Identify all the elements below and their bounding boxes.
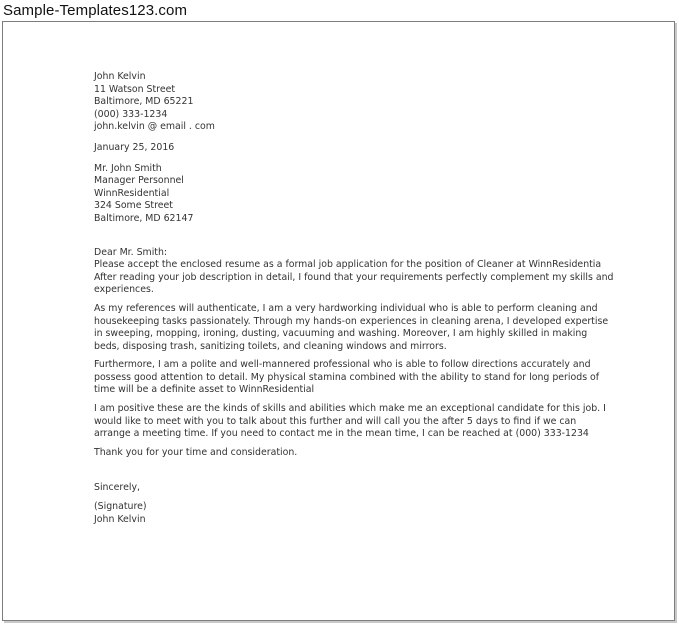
sender-address	[94, 71, 594, 134]
body-line: beds, disposing trash, sanitizing toilets, and cleaning windows and mirrors.	[94, 340, 447, 352]
salutation: Dear Mr. Smith:	[94, 246, 168, 258]
letter-body	[94, 259, 614, 459]
recipient-name: Mr. John Smith	[94, 162, 162, 174]
recipient-company: WinnResidential	[94, 187, 170, 199]
body-paragraph	[94, 302, 609, 353]
cover-letter	[94, 71, 614, 526]
body-line: would like to meet with you to talk about this further and will call you the after 5 days to find if we can	[94, 415, 577, 427]
body-line: I am positive these are the kinds of skills and abilities which make me an exceptional candidate for this job. I	[94, 403, 606, 415]
body-paragraph	[94, 403, 606, 441]
body-line: Thank you for your time and consideration.	[94, 446, 298, 458]
letter-date: January 25, 2016	[94, 141, 175, 153]
sender-email: john.kelvin @ email . com	[94, 121, 215, 133]
body-line: As my references will authenticate, I am a very hardworking individual who is able to perform cleaning and	[94, 302, 598, 314]
sender-name: John Kelvin	[94, 71, 146, 82]
signer-name: John Kelvin	[94, 513, 146, 525]
sender-phone: (000) 333-1234	[94, 108, 168, 120]
body-paragraph	[94, 447, 594, 460]
body-line: experiences.	[94, 284, 154, 296]
sender-street: 11 Watson Street	[94, 83, 176, 95]
body-line: Furthermore, I am a polite and well-mannered professional who is able to follow directions accurately and	[94, 359, 591, 371]
body-line: time will be a definite asset to WinnResidential	[94, 384, 315, 396]
body-line: After reading your job description in detail, I found that your requirements perfectly complement my skills and	[94, 271, 614, 283]
body-paragraph	[94, 259, 614, 297]
signature-placeholder: (Signature)	[94, 501, 147, 513]
recipient-street: 324 Some Street	[94, 200, 173, 212]
recipient-title: Manager Personnel	[94, 175, 184, 187]
body-line: in sweeping, mopping, ironing, dusting, vacuuming and washing. Moreover, I am highly skilled in making	[94, 328, 588, 340]
sender-city: Baltimore, MD 65221	[94, 96, 194, 108]
body-line: arrange a meeting time. If you need to contact me in the mean time, I can be reached at (000) 333-1234	[94, 428, 589, 440]
body-line: possess good attention to detail. My physical stamina combined with the ability to stand for long periods of	[94, 371, 600, 383]
recipient-city: Baltimore, MD 62147	[94, 212, 194, 224]
recipient-address	[94, 163, 594, 226]
closing: Sincerely,	[94, 482, 140, 494]
body-line: Please accept the enclosed resume as a formal job application for the position of Cleaner at WinnResidentia	[94, 259, 602, 271]
watermark-text: Sample-Templates123.com	[3, 2, 188, 19]
body-line: housekeeping tasks passionately. Through my hands-on experiences in cleaning arena, I developed expertise	[94, 315, 609, 327]
body-paragraph	[94, 359, 600, 397]
